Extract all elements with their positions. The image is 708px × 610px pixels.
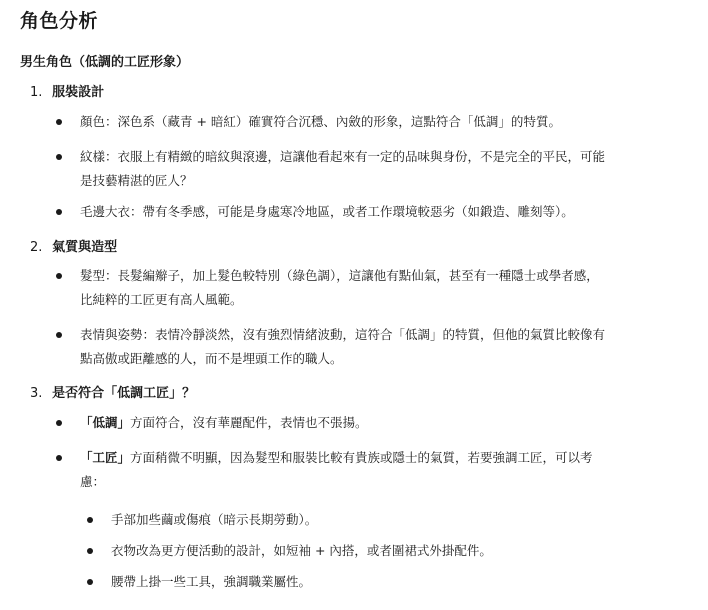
item-text: ：衣服上有精緻的暗紋與滾邊，這讓他看起來有一定的品味與身份，不是完全的平民，可能 [105,149,606,164]
item-label: 顏色 [80,114,106,129]
section-title: 氣質與造型 [52,240,118,255]
item-label: 表情與姿勢 [80,327,143,342]
section-3-heading [30,382,195,401]
item-text: ：深色系（藏青 + 暗紅）確實符合沉穩、內斂的形象，這點符合「低調」的特質。 [105,114,561,129]
section-2-heading [30,236,117,255]
item-text-cont: 慮： [80,474,106,489]
item-text-cont: 比純粹的工匠更有高人風範。 [80,292,243,307]
section-number: 1. [30,85,43,100]
section-number: 3. [30,386,43,401]
bullet-icon [56,200,62,224]
item-text: 腰帶上掛一些工具，強調職業屬性。 [111,574,312,589]
bullet-icon [56,411,62,435]
bullet-icon [56,110,62,134]
item-text: ：長髮編辮子，加上髮色較特別（綠色調），這讓他有點仙氣，甚至有一種隱士或學者感， [105,268,599,283]
bullet-icon [87,508,93,532]
item-label: 髮型 [80,268,106,283]
item-text: 手部加些繭或傷痕（暗示長期勞動）。 [111,512,318,527]
bullet-icon [56,446,62,470]
bullet-icon [56,264,62,288]
item-label: 毛邊大衣 [80,204,131,219]
section-subtitle: 男生角色（低調的工匠形象） [20,55,190,70]
item-label: 「低調」 [80,415,131,430]
item-text: 衣物改為更方便活動的設計，如短袖 + 內搭，或者圍裙式外掛配件。 [111,543,492,558]
bullet-icon [56,323,62,347]
bullet-icon [87,570,93,594]
page-title: 角色分析 [20,10,99,32]
section-1-heading [30,81,104,100]
item-label: 「工匠」 [80,450,131,465]
section-number: 2. [30,240,43,255]
section-title: 服裝設計 [52,85,105,100]
item-label: 紋樣 [80,149,106,164]
item-text: 方面稍微不明顯，因為髮型和服裝比較有貴族或隱士的氣質，若要強調工匠，可以考 [130,450,593,465]
item-text: 方面符合，沒有華麗配件，表情也不張揚。 [130,415,368,430]
bullet-icon [87,539,93,563]
bullet-icon [56,145,62,169]
item-text-cont: 是技藝精湛的匠人？ [80,173,193,188]
section-title: 是否符合「低調工匠」？ [52,386,196,401]
item-text-cont: 點高傲或距離感的人，而不是埋頭工作的職人。 [80,351,343,366]
item-text: ：表情冷靜淡然，沒有強烈情緒波動，這符合「低調」的特質，但他的氣質比較像有 [142,327,606,342]
item-text: ：帶有冬季感，可能是身處寒冷地區，或者工作環境較惡劣（如鍛造、雕刻等）。 [130,204,574,219]
